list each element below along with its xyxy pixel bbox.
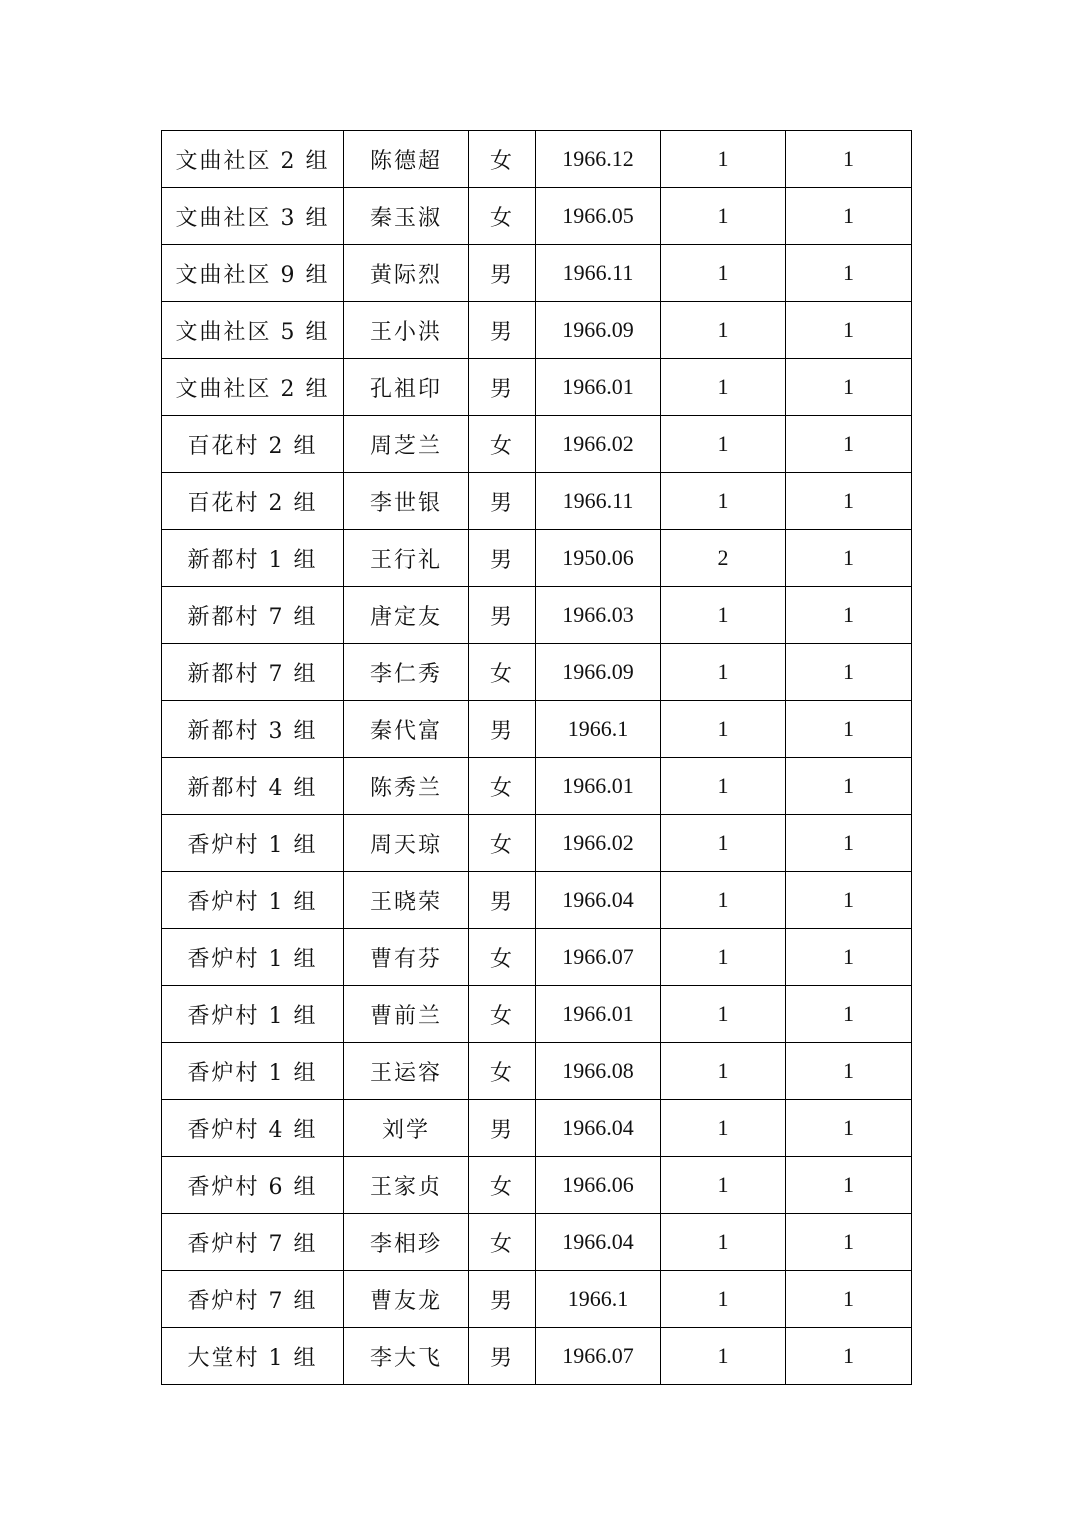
count-cell: 1 (661, 1214, 786, 1271)
flag-cell: 1 (786, 758, 912, 815)
name-cell: 曹前兰 (344, 986, 469, 1043)
count-cell: 1 (661, 1100, 786, 1157)
flag-cell: 1 (786, 1157, 912, 1214)
name-cell: 王小洪 (344, 302, 469, 359)
table-row (162, 1271, 912, 1328)
table-row (162, 701, 912, 758)
gender-cell: 女 (469, 416, 536, 473)
count-cell: 1 (661, 587, 786, 644)
location-cell: 文曲社区 9 组 (162, 245, 344, 302)
birth-date-cell: 1966.07 (536, 1328, 661, 1385)
gender-cell: 女 (469, 986, 536, 1043)
location-cell: 新都村 7 组 (162, 644, 344, 701)
location-cell: 香炉村 1 组 (162, 929, 344, 986)
flag-cell: 1 (786, 872, 912, 929)
gender-cell: 女 (469, 188, 536, 245)
gender-cell: 男 (469, 302, 536, 359)
count-cell: 1 (661, 644, 786, 701)
table-row (162, 530, 912, 587)
gender-cell: 男 (469, 473, 536, 530)
count-cell: 1 (661, 1328, 786, 1385)
name-cell: 李大飞 (344, 1328, 469, 1385)
birth-date-cell: 1966.01 (536, 359, 661, 416)
location-cell: 百花村 2 组 (162, 416, 344, 473)
table-row (162, 929, 912, 986)
location-cell: 百花村 2 组 (162, 473, 344, 530)
location-cell: 香炉村 7 组 (162, 1271, 344, 1328)
count-cell: 1 (661, 815, 786, 872)
birth-date-cell: 1966.08 (536, 1043, 661, 1100)
name-cell: 曹有芬 (344, 929, 469, 986)
location-cell: 香炉村 6 组 (162, 1157, 344, 1214)
count-cell: 1 (661, 416, 786, 473)
name-cell: 曹友龙 (344, 1271, 469, 1328)
flag-cell: 1 (786, 1043, 912, 1100)
location-cell: 香炉村 1 组 (162, 1043, 344, 1100)
count-cell: 1 (661, 473, 786, 530)
birth-date-cell: 1966.05 (536, 188, 661, 245)
name-cell: 周天琼 (344, 815, 469, 872)
flag-cell: 1 (786, 131, 912, 188)
location-cell: 香炉村 7 组 (162, 1214, 344, 1271)
birth-date-cell: 1966.04 (536, 1100, 661, 1157)
location-cell: 大堂村 1 组 (162, 1328, 344, 1385)
birth-date-cell: 1966.04 (536, 1214, 661, 1271)
roster-table-body (162, 131, 912, 1385)
location-cell: 新都村 4 组 (162, 758, 344, 815)
name-cell: 王运容 (344, 1043, 469, 1100)
count-cell: 1 (661, 245, 786, 302)
flag-cell: 1 (786, 929, 912, 986)
location-cell: 香炉村 1 组 (162, 815, 344, 872)
table-row (162, 758, 912, 815)
table-row (162, 1043, 912, 1100)
gender-cell: 女 (469, 1043, 536, 1100)
birth-date-cell: 1966.02 (536, 416, 661, 473)
birth-date-cell: 1966.11 (536, 245, 661, 302)
count-cell: 1 (661, 131, 786, 188)
location-cell: 新都村 3 组 (162, 701, 344, 758)
count-cell: 1 (661, 1043, 786, 1100)
location-cell: 文曲社区 5 组 (162, 302, 344, 359)
count-cell: 1 (661, 302, 786, 359)
flag-cell: 1 (786, 473, 912, 530)
name-cell: 李相珍 (344, 1214, 469, 1271)
gender-cell: 男 (469, 245, 536, 302)
count-cell: 1 (661, 929, 786, 986)
name-cell: 孔祖印 (344, 359, 469, 416)
name-cell: 李仁秀 (344, 644, 469, 701)
count-cell: 2 (661, 530, 786, 587)
birth-date-cell: 1966.11 (536, 473, 661, 530)
location-cell: 香炉村 4 组 (162, 1100, 344, 1157)
birth-date-cell: 1966.01 (536, 758, 661, 815)
table-row (162, 1157, 912, 1214)
flag-cell: 1 (786, 359, 912, 416)
flag-cell: 1 (786, 701, 912, 758)
table-row (162, 302, 912, 359)
location-cell: 新都村 1 组 (162, 530, 344, 587)
gender-cell: 女 (469, 131, 536, 188)
flag-cell: 1 (786, 1100, 912, 1157)
table-row (162, 1214, 912, 1271)
flag-cell: 1 (786, 530, 912, 587)
gender-cell: 男 (469, 872, 536, 929)
name-cell: 陈秀兰 (344, 758, 469, 815)
name-cell: 秦代富 (344, 701, 469, 758)
birth-date-cell: 1966.1 (536, 1271, 661, 1328)
table-row (162, 131, 912, 188)
flag-cell: 1 (786, 587, 912, 644)
location-cell: 香炉村 1 组 (162, 872, 344, 929)
birth-date-cell: 1966.01 (536, 986, 661, 1043)
birth-date-cell: 1966.1 (536, 701, 661, 758)
name-cell: 唐定友 (344, 587, 469, 644)
flag-cell: 1 (786, 644, 912, 701)
gender-cell: 男 (469, 1271, 536, 1328)
gender-cell: 男 (469, 1100, 536, 1157)
location-cell: 文曲社区 2 组 (162, 359, 344, 416)
gender-cell: 男 (469, 587, 536, 644)
count-cell: 1 (661, 872, 786, 929)
table-row (162, 1328, 912, 1385)
birth-date-cell: 1950.06 (536, 530, 661, 587)
name-cell: 秦玉淑 (344, 188, 469, 245)
count-cell: 1 (661, 986, 786, 1043)
birth-date-cell: 1966.06 (536, 1157, 661, 1214)
count-cell: 1 (661, 758, 786, 815)
gender-cell: 男 (469, 701, 536, 758)
count-cell: 1 (661, 359, 786, 416)
gender-cell: 女 (469, 1214, 536, 1271)
gender-cell: 女 (469, 758, 536, 815)
table-row (162, 416, 912, 473)
table-row (162, 245, 912, 302)
birth-date-cell: 1966.09 (536, 302, 661, 359)
name-cell: 王家贞 (344, 1157, 469, 1214)
name-cell: 陈德超 (344, 131, 469, 188)
table-row (162, 644, 912, 701)
name-cell: 王晓荣 (344, 872, 469, 929)
gender-cell: 男 (469, 530, 536, 587)
location-cell: 文曲社区 3 组 (162, 188, 344, 245)
name-cell: 黄际烈 (344, 245, 469, 302)
count-cell: 1 (661, 1157, 786, 1214)
flag-cell: 1 (786, 188, 912, 245)
table-row (162, 815, 912, 872)
table-row (162, 872, 912, 929)
table-row (162, 473, 912, 530)
flag-cell: 1 (786, 1214, 912, 1271)
birth-date-cell: 1966.03 (536, 587, 661, 644)
name-cell: 刘学 (344, 1100, 469, 1157)
flag-cell: 1 (786, 815, 912, 872)
gender-cell: 男 (469, 359, 536, 416)
table-row (162, 359, 912, 416)
name-cell: 周芝兰 (344, 416, 469, 473)
table-row (162, 1100, 912, 1157)
birth-date-cell: 1966.04 (536, 872, 661, 929)
flag-cell: 1 (786, 245, 912, 302)
flag-cell: 1 (786, 1328, 912, 1385)
count-cell: 1 (661, 1271, 786, 1328)
birth-date-cell: 1966.12 (536, 131, 661, 188)
birth-date-cell: 1966.09 (536, 644, 661, 701)
table-row (162, 986, 912, 1043)
name-cell: 李世银 (344, 473, 469, 530)
location-cell: 文曲社区 2 组 (162, 131, 344, 188)
birth-date-cell: 1966.07 (536, 929, 661, 986)
flag-cell: 1 (786, 302, 912, 359)
roster-table (161, 130, 912, 1385)
name-cell: 王行礼 (344, 530, 469, 587)
gender-cell: 女 (469, 1157, 536, 1214)
table-row (162, 587, 912, 644)
gender-cell: 女 (469, 644, 536, 701)
gender-cell: 女 (469, 815, 536, 872)
location-cell: 新都村 7 组 (162, 587, 344, 644)
count-cell: 1 (661, 188, 786, 245)
flag-cell: 1 (786, 986, 912, 1043)
location-cell: 香炉村 1 组 (162, 986, 344, 1043)
birth-date-cell: 1966.02 (536, 815, 661, 872)
gender-cell: 女 (469, 929, 536, 986)
table-row (162, 188, 912, 245)
flag-cell: 1 (786, 1271, 912, 1328)
gender-cell: 男 (469, 1328, 536, 1385)
count-cell: 1 (661, 701, 786, 758)
flag-cell: 1 (786, 416, 912, 473)
